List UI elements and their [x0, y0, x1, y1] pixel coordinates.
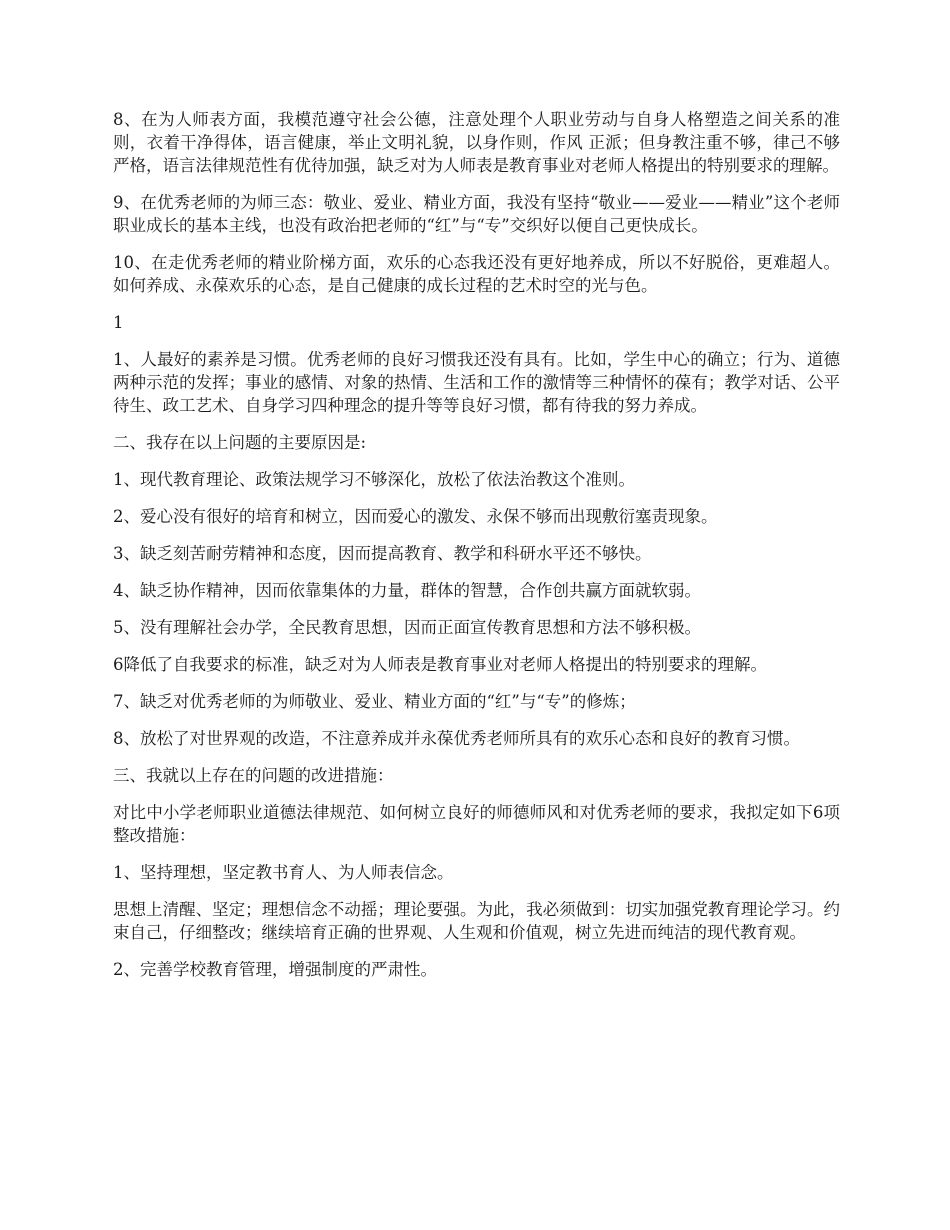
measure-item-1: 1、坚持理想，坚定教书育人、为人师表信念。: [113, 863, 454, 882]
cause-item-1: 1、现代教育理论、政策法规学习不够深化，放松了依法治教这个准则。: [113, 470, 635, 489]
cause-item-6: 6降低了自我要求的标准，缺乏对为人师表是教育事业对老师人格提出的特别要求的理解。: [113, 655, 767, 674]
section-heading-causes: 二、我存在以上问题的主要原因是:: [113, 433, 367, 452]
measure-1-detail: 思想上清醒、坚定；理想信念不动摇；理论要强。为此，我必须做到：切实加强党教育理论学习。约束自己，仔细整改；继续培育正确的世界观、人生观和价值观，树立先进而纯洁的现代教育观。: [113, 900, 840, 942]
paragraph-9-three-attitudes: 9、在优秀老师的为师三态：敬业、爱业、精业方面，我没有坚持“敬业——爱业——精业”这个老师职业成长的基本主线，也没有政治把老师的“红”与“专”交织好以便自己更快成长。: [113, 193, 840, 235]
cause-item-4: 4、缺乏协作精神，因而依靠集体的力量，群体的智慧，合作创共赢方面就软弱。: [113, 581, 701, 600]
paragraph-1-good-habits: 1、人最好的素养是习惯。优秀老师的良好习惯我还没有具有。比如，学生中心的确立；行为、道德两种示范的发挥；事业的感情、对象的热情、生活和工作的激情等三种情怀的葆有；教学对话、公平待生、政工艺术、自身学习四种理念的提升等等良好习惯，都有待我的努力养成。: [113, 350, 840, 415]
cause-item-2: 2、爱心没有很好的培育和树立，因而爱心的激发、永保不够而出现敷衍塞责现象。: [113, 507, 718, 526]
cause-item-5: 5、没有理解社会办学，全民教育思想，因而正面宣传教育思想和方法不够积极。: [113, 618, 701, 637]
page-number-marker: 1: [113, 313, 124, 332]
measure-item-2: 2、完善学校教育管理，增强制度的严肃性。: [113, 960, 437, 979]
cause-item-8: 8、放松了对世界观的改造，不注意养成并永葆优秀老师所具有的欢乐心态和良好的教育习惯。: [113, 729, 800, 748]
cause-item-7: 7、缺乏对优秀老师的为师敬业、爱业、精业方面的“红”与“专”的修炼；: [113, 692, 636, 711]
section-heading-measures: 三、我就以上存在的问题的改进措施：: [113, 766, 394, 785]
paragraph-8-teacher-conduct: 8、在为人师表方面，我模范遵守社会公德，注意处理个人职业劳动与自身人格塑造之间关系的准则，衣着干净得体，语言健康，举止文明礼貌，以身作则，作风 正派；但身教注重不够，律己不够严格，语言法律规范性有优待加强，缺乏对为人师表是教育事业对老师人格提出的特别要求的理解。: [113, 110, 840, 175]
cause-item-3: 3、缺乏刻苦耐劳精神和态度，因而提高教育、教学和科研水平还不够快。: [113, 544, 652, 563]
paragraph-10-happy-mindset: 10、在走优秀老师的精业阶梯方面，欢乐的心态我还没有更好地养成，所以不好脱俗，更难超人。如何养成、永葆欢乐的心态，是自己健康的成长过程的艺术时空的光与色。: [113, 253, 840, 295]
measures-intro: 对比中小学老师职业道德法律规范、如何树立良好的师德师风和对优秀老师的要求，我拟定如下6项整改措施：: [113, 803, 840, 845]
document-page: [113, 108, 840, 995]
